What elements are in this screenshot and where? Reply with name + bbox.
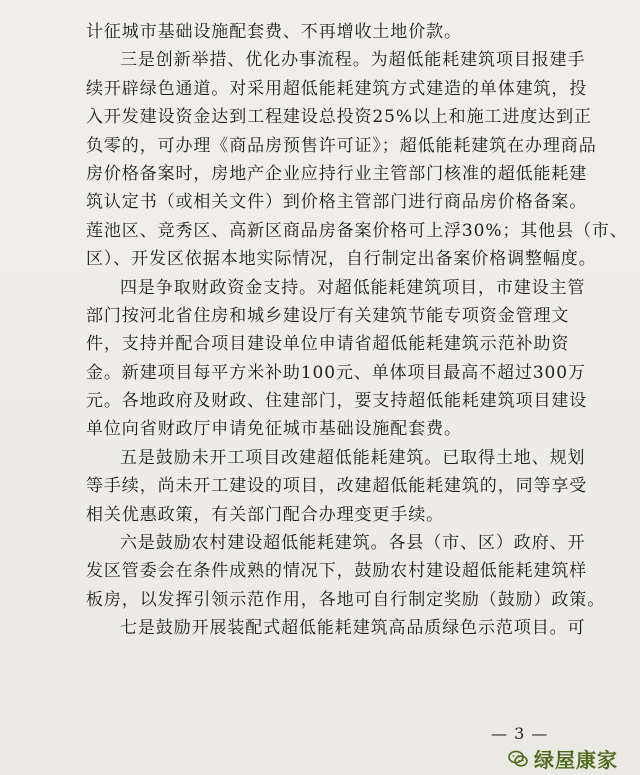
text-line-18: 相关优惠政策，有关部门配合办理变更手续。 xyxy=(86,504,444,525)
document-body xyxy=(86,18,628,643)
text-line-11: 部门按河北省住房和城乡建设厅有关建筑节能专项资金管理文 xyxy=(86,305,570,326)
text-line-14: 元。各地政府及财政、住建部门，要支持超低能耗建筑项目建设 xyxy=(86,391,588,412)
page-footer xyxy=(0,720,640,775)
text-line-9: 区）、开发区依据本地实际情况，自行制定出备案价格调整幅度。 xyxy=(86,249,597,270)
text-line-3: 续开辟绿色通道。对采用超低能耗建筑方式建造的单体建筑，投 xyxy=(86,78,588,99)
wechat-icon xyxy=(508,750,528,768)
text-line-1: 计征城市基础设施配套费、不再增收土地价款。 xyxy=(86,22,462,42)
text-line-12: 件，支持并配合项目建设单位申请省超低能耗建筑示范补助资 xyxy=(86,334,570,355)
text-line-20: 发区管委会在条件成熟的情况下，鼓励农村建设超低能耗建筑样 xyxy=(86,561,588,582)
text-line-7: 筑认定书（或相关文件）到价格主管部门进行商品房价格备案。 xyxy=(86,192,588,213)
text-line-8: 莲池区、竞秀区、高新区商品房备案价格可上浮30%；其他县（市、 xyxy=(86,220,628,241)
text-line-13: 金。新建项目每平方米补助100元、单体项目最高不超过300万 xyxy=(86,362,586,383)
text-line-22: 七是鼓励开展装配式超低能耗建筑高品质绿色示范项目。可 xyxy=(120,618,586,639)
text-line-15: 单位向省财政厅申请免征城市基础设施配套费。 xyxy=(86,419,462,440)
page-number: — 3 — xyxy=(491,724,549,743)
text-line-5: 负零的，可办理《商品房预售许可证》；超低能耗建筑在办理商品 xyxy=(86,135,597,156)
text-line-4: 入开发建设资金达到工程建设总投资25%以上和施工进度达到正 xyxy=(86,107,592,128)
watermark xyxy=(508,744,618,773)
text-line-19: 六是鼓励农村建设超低能耗建筑。各县（市、区）政府、开 xyxy=(120,533,586,554)
text-line-16: 五是鼓励未开工项目改建超低能耗建筑。已取得土地、规划 xyxy=(120,447,586,468)
text-line-10: 四是争取财政资金支持。对超低能耗建筑项目，市建设主管 xyxy=(120,277,586,298)
watermark-text: 绿屋康家 xyxy=(534,750,618,772)
text-line-21: 板房，以发挥引领示范作用，各地可自行制定奖励（鼓励）政策。 xyxy=(86,589,606,610)
text-line-2: 三是创新举措、优化办事流程。为超低能耗建筑项目报建手 xyxy=(120,50,586,71)
text-line-17: 等手续，尚未开工建设的项目，改建超低能耗建筑的，同等享受 xyxy=(86,476,588,497)
text-line-6: 房价格备案时，房地产企业应持行业主管部门核准的超低能耗建 xyxy=(86,163,588,184)
